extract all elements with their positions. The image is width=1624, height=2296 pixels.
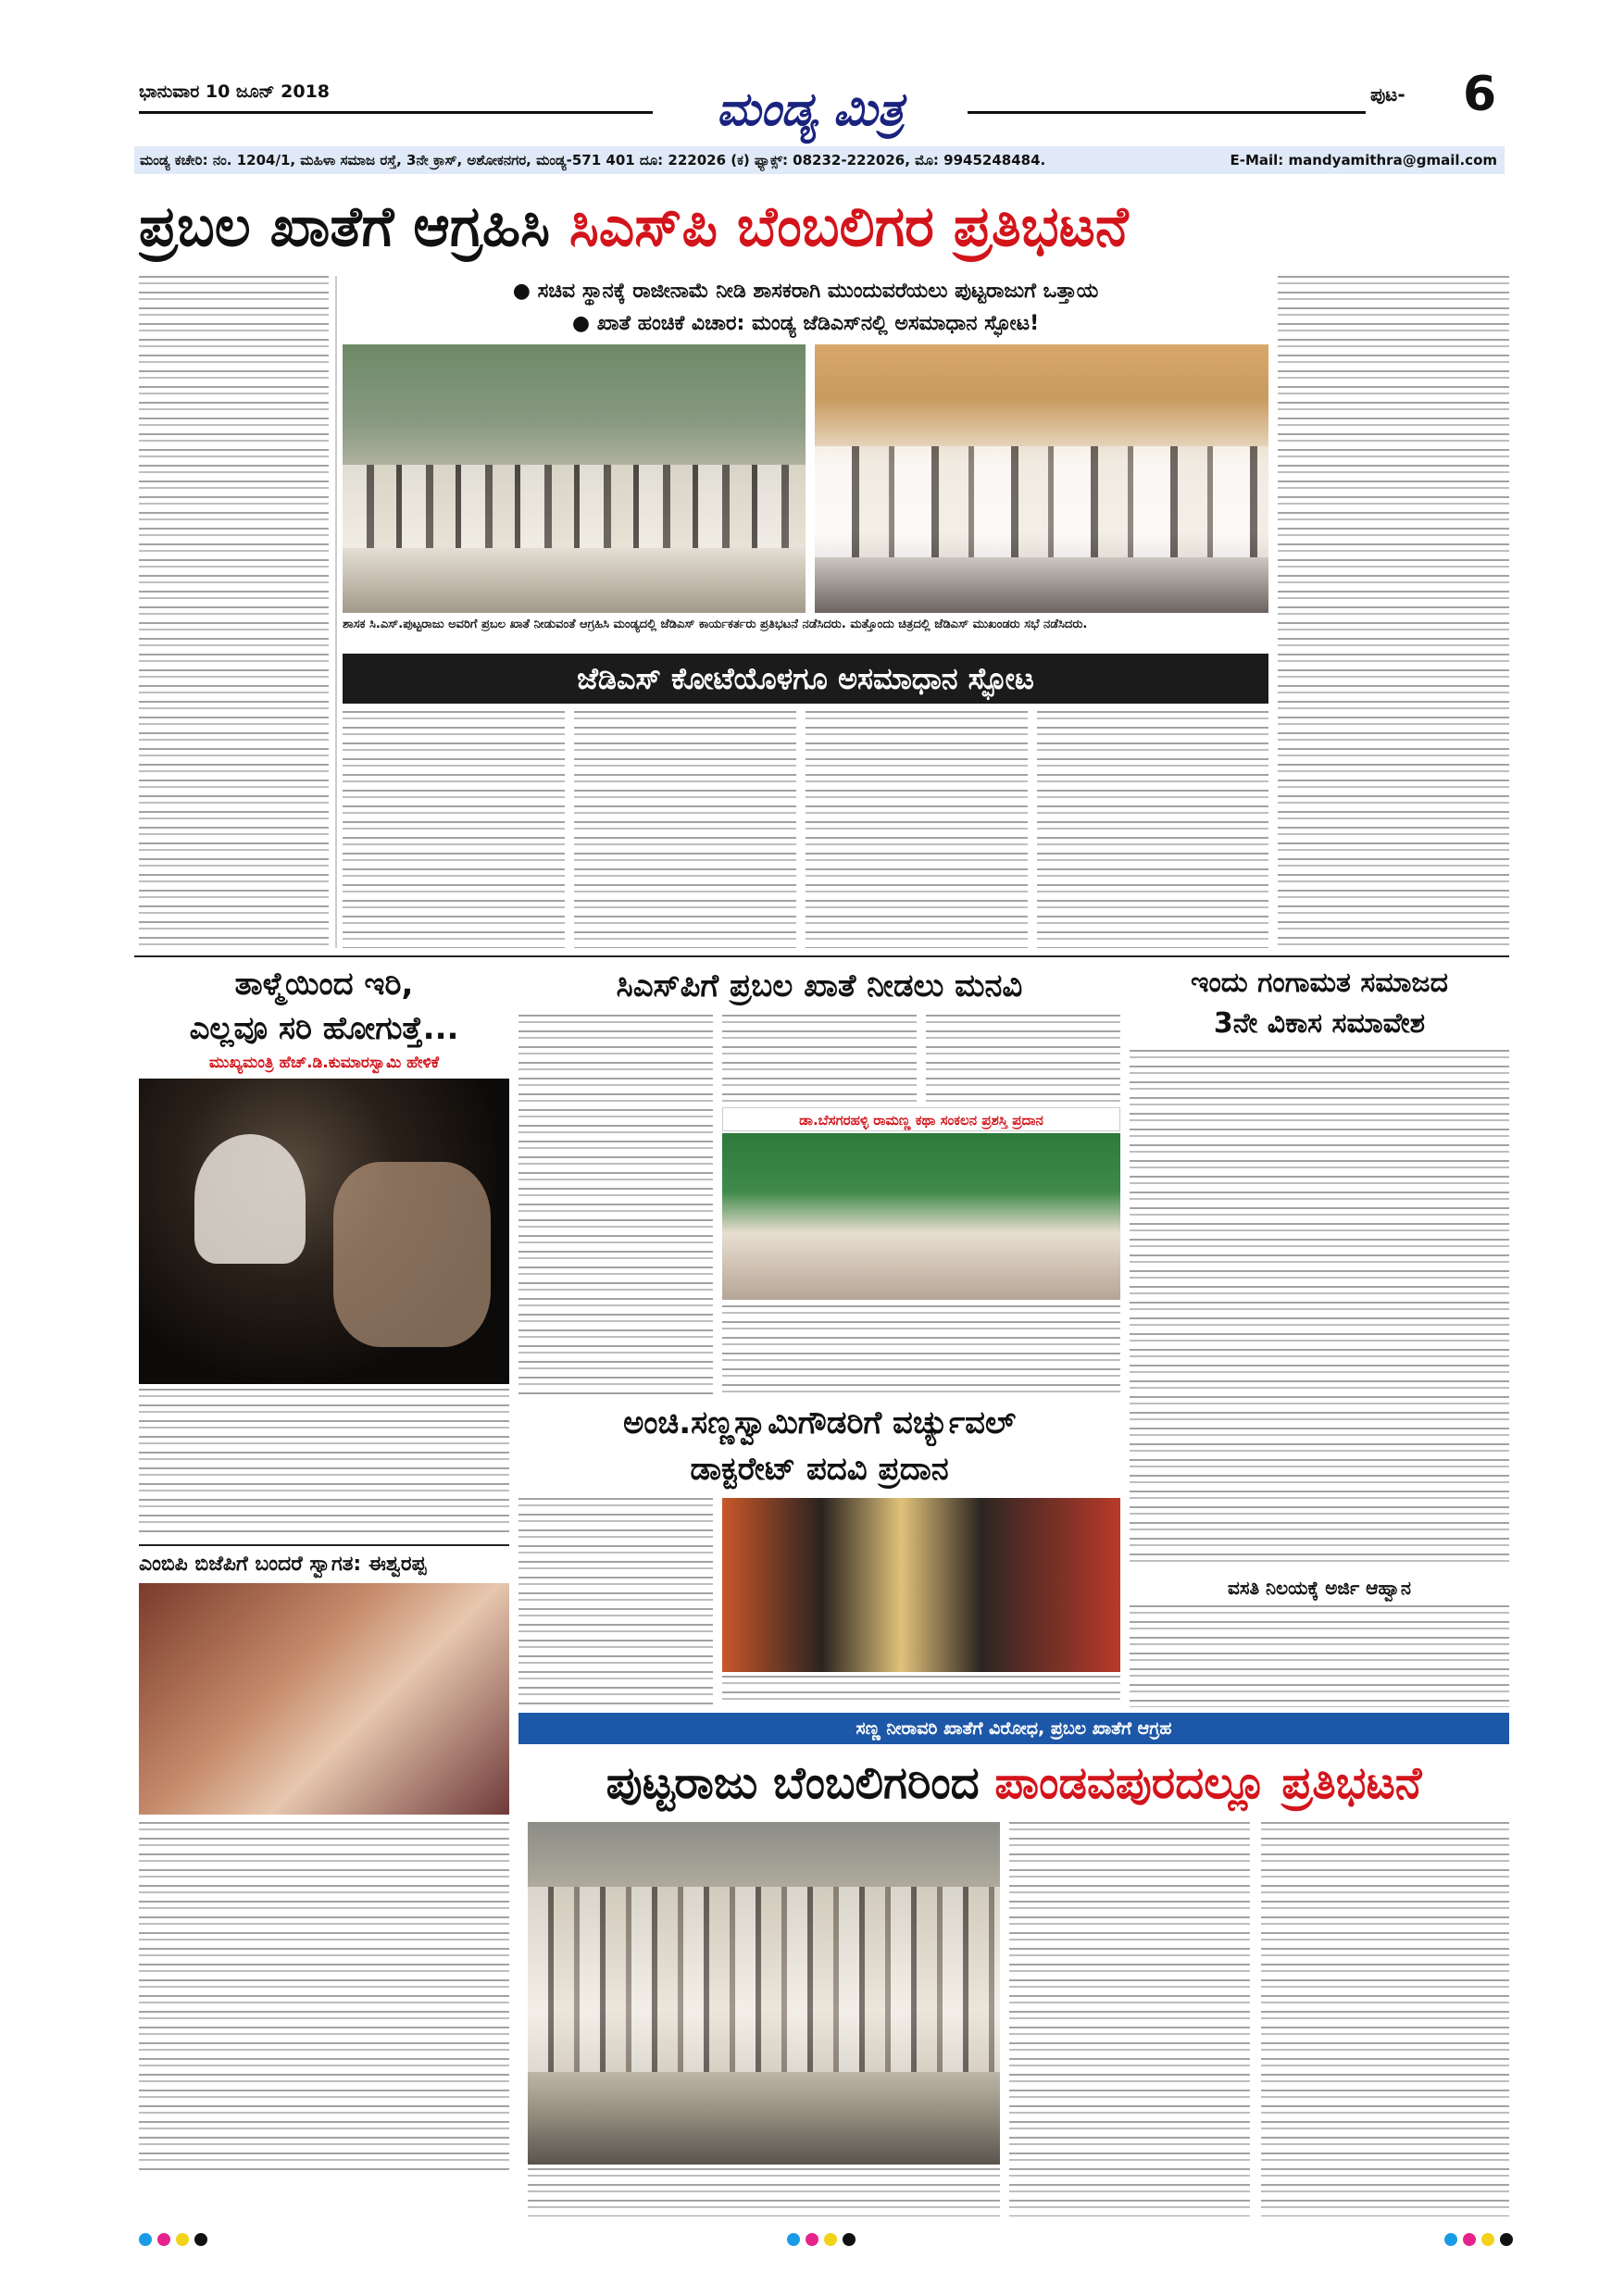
story7-band: ಸಣ್ಣ ನೀರಾವರಿ ಖಾತೆಗೆ ವಿರೋಧ, ಪ್ರಬಲ ಖಾತೆಗೆ ಆಗ್ರಹ xyxy=(518,1713,1509,1744)
story1-text-col-a xyxy=(343,711,565,948)
story5-text xyxy=(518,1498,713,1707)
story6-headline: ಎಂಬಿಪಿ ಬಿಜೆಪಿಗೆ ಬಂದರೆ ಸ್ವಾಗತ: ಈಶ್ವರಪ್ಪ xyxy=(139,1544,509,1581)
meeting-photo xyxy=(815,344,1268,613)
registration-marks-center xyxy=(787,2233,856,2246)
story7-text-col-a xyxy=(1009,1822,1250,2216)
main-headline-red: ಸಿಎಸ್‌ಪಿ ಬೆಂಬಲಿಗರ ಪ್ರತಿಭಟನೆ xyxy=(568,194,1129,259)
story5-headline-1: ಅಂಚಿ.ಸಣ್ಣಸ್ವಾಮಿಗೌಡರಿಗೆ ವರ್ಚ್ಯುವಲ್ xyxy=(622,1404,1017,1441)
story7-headline xyxy=(518,1750,1509,1816)
doctorate-photo xyxy=(722,1498,1120,1672)
registration-dot xyxy=(139,2233,152,2246)
story2-byline: ಮುಖ್ಯಮಂತ್ರಿ ಹೆಚ್.ಡಿ.ಕುಮಾರಸ್ವಾಮಿ ಹೇಳಿಕೆ xyxy=(208,1054,440,1072)
story7-headline-red: ಪಾಂಡವಪುರದಲ್ಲೂ ಪ್ರತಿಭಟನೆ xyxy=(994,1757,1422,1809)
eshwarappa-photo xyxy=(139,1583,509,1815)
story4-subheading: ವಸತಿ ನಿಲಯಕ್ಕೆ ಅರ್ಜಿ ಆಹ್ವಾನ xyxy=(1228,1577,1411,1599)
story4-text xyxy=(1130,1050,1509,1568)
office-info-bar xyxy=(134,146,1505,174)
registration-dot xyxy=(194,2233,207,2246)
office-email: E-Mail: mandyamithra@gmail.com xyxy=(1230,152,1497,168)
story7-headline-black: ಪುಟ್ಟರಾಜು ಬೆಂಬಲಿಗರಿಂದ xyxy=(606,1757,980,1809)
story3-text-col-b xyxy=(722,1015,917,1104)
award-photo-caption xyxy=(722,1305,1120,1398)
bullet-2-text: ಖಾತೆ ಹಂಚಿಕೆ ವಿಚಾರ: ಮಂಡ್ಯ ಜೆಡಿಎಸ್‌ನಲ್ಲಿ ಅಸಮಾಧಾನ ಸ್ಫೋಟ! xyxy=(596,312,1040,335)
registration-marks-right xyxy=(1444,2233,1513,2246)
section-divider xyxy=(134,955,1509,957)
registration-dot xyxy=(824,2233,837,2246)
story6-text xyxy=(139,1822,509,2174)
story1-bullet-2: ● ಖಾತೆ ಹಂಚಿಕೆ ವಿಚಾರ: ಮಂಡ್ಯ ಜೆಡಿಎಸ್‌ನಲ್ಲಿ ಅಸಮಾಧಾನ ಸ್ಫೋಟ! xyxy=(571,312,1040,335)
registration-dot xyxy=(1481,2233,1494,2246)
registration-dot xyxy=(787,2233,800,2246)
story4-sub-text xyxy=(1130,1605,1509,1707)
story5-headline-2: ಡಾಕ್ಟರೇಟ್ ಪದವಿ ಪ್ರದಾನ xyxy=(690,1451,949,1488)
award-photo xyxy=(722,1133,1120,1300)
story2-text xyxy=(139,1389,509,1537)
protest-photo xyxy=(343,344,806,613)
story1-text-col-c xyxy=(806,711,1028,948)
issue-date: ಭಾನುವಾರ 10 ಜೂನ್ 2018 xyxy=(139,81,331,102)
masthead: ಮಂಡ್ಯ ಮಿತ್ರ xyxy=(716,82,905,136)
page-label: ಪುಟ- xyxy=(1370,83,1405,106)
registration-dot xyxy=(843,2233,856,2246)
doctorate-caption xyxy=(722,1676,1120,1707)
story1-text-col-left xyxy=(139,276,329,948)
office-address: ಮಂಡ್ಯ ಕಚೇರಿ: ನಂ. 1204/1, ಮಹಿಳಾ ಸಮಾಜ ರಸ್ತೆ, 3ನೇ ಕ್ರಾಸ್, ಅಶೋಕನಗರ, ಮಂಡ್ಯ-571 401 ದೂ: 222026 (ಕ) ಫ್ಯಾಕ್ಸ್: 08232-222026, ಮೊ: 9945248484. xyxy=(140,152,1046,168)
story1-text-col-right xyxy=(1278,276,1509,948)
story4-headline-2: 3ನೇ ವಿಕಾಸ ಸಮಾವೇಶ xyxy=(1213,1007,1426,1040)
header-rule-left xyxy=(139,111,653,114)
story1-text-col-b xyxy=(574,711,796,948)
registration-dot xyxy=(176,2233,189,2246)
story1-photo-caption: ಶಾಸಕ ಸಿ.ಎಸ್.ಪುಟ್ಟರಾಜು ಅವರಿಗೆ ಪ್ರಬಲ ಖಾತೆ ನೀಡುವಂತೆ ಆಗ್ರಹಿಸಿ ಮಂಡ್ಯದಲ್ಲಿ ಜೆಡಿಎಸ್ ಕಾರ್ಯಕರ್ತರು ಪ್ರತಿಭಟನೆ ನಡೆಸಿದರು. ಮತ್ತೊಂದು ಚಿತ್ರದಲ್ಲಿ ಜೆಡಿಎಸ್ ಮುಖಂಡರು ಸಭೆ ನಡೆಸಿದರು. xyxy=(343,618,1088,631)
story1-text-col-d xyxy=(1037,711,1268,948)
registration-dot xyxy=(1444,2233,1457,2246)
story4-headline-1: ಇಂದು ಗಂಗಾಮತ ಸಮಾಜದ xyxy=(1191,967,1448,999)
column-divider xyxy=(335,276,337,948)
header-rule-right xyxy=(968,111,1366,114)
story3-text-col-a xyxy=(518,1015,713,1398)
story1-band: ಜೆಡಿಎಸ್ ಕೋಟೆಯೊಳಗೂ ಅಸಮಾಧಾನ ಸ್ಫೋಟ xyxy=(343,654,1268,704)
registration-marks-left xyxy=(139,2233,207,2246)
pandavapura-protest-photo xyxy=(528,1822,1000,2165)
story3-headline: ಸಿಎಸ್‌ಪಿಗೆ ಪ್ರಬಲ ಖಾತೆ ನೀಡಲು ಮನವಿ xyxy=(616,967,1023,1004)
main-headline-black: ಪ್ರಬಲ ಖಾತೆಗೆ ಆಗ್ರಹಿಸಿ xyxy=(139,194,550,259)
story2-headline-1: ತಾಳ್ಮೆಯಿಂದ ಇರಿ, xyxy=(234,966,414,1003)
story1-bullet-1: ● ಸಚಿವ ಸ್ಥಾನಕ್ಕೆ ರಾಜೀನಾಮೆ ನೀಡಿ ಶಾಸಕರಾಗಿ ಮುಂದುವರೆಯಲು ಪುಟ್ಟರಾಜುಗೆ ಒತ್ತಾಯ xyxy=(512,280,1099,303)
registration-dot xyxy=(1463,2233,1476,2246)
registration-dot xyxy=(806,2233,818,2246)
main-headline xyxy=(139,185,1509,268)
page-number: 6 xyxy=(1463,67,1497,122)
story7-text-col-b xyxy=(1261,1822,1509,2216)
registration-dot xyxy=(1500,2233,1513,2246)
cm-crowd-photo xyxy=(139,1079,509,1384)
bullet-1-text: ಸಚಿವ ಸ್ಥಾನಕ್ಕೆ ರಾಜೀನಾಮೆ ನೀಡಿ ಶಾಸಕರಾಗಿ ಮುಂದುವರೆಯಲು ಪುಟ್ಟರಾಜುಗೆ ಒತ್ತಾಯ xyxy=(537,280,1099,303)
registration-dot xyxy=(157,2233,170,2246)
story7-caption xyxy=(528,2168,1000,2216)
story3-text-col-c xyxy=(926,1015,1120,1104)
award-photo-title: ಡಾ.ಬೆಸಗರಹಳ್ಳಿ ರಾಮಣ್ಣ ಕಥಾ ಸಂಕಲನ ಪ್ರಶಸ್ತಿ ಪ್ರದಾನ xyxy=(722,1107,1120,1131)
story2-headline-2: ಎಲ್ಲವೂ ಸರಿ ಹೋಗುತ್ತೆ... xyxy=(189,1010,459,1047)
